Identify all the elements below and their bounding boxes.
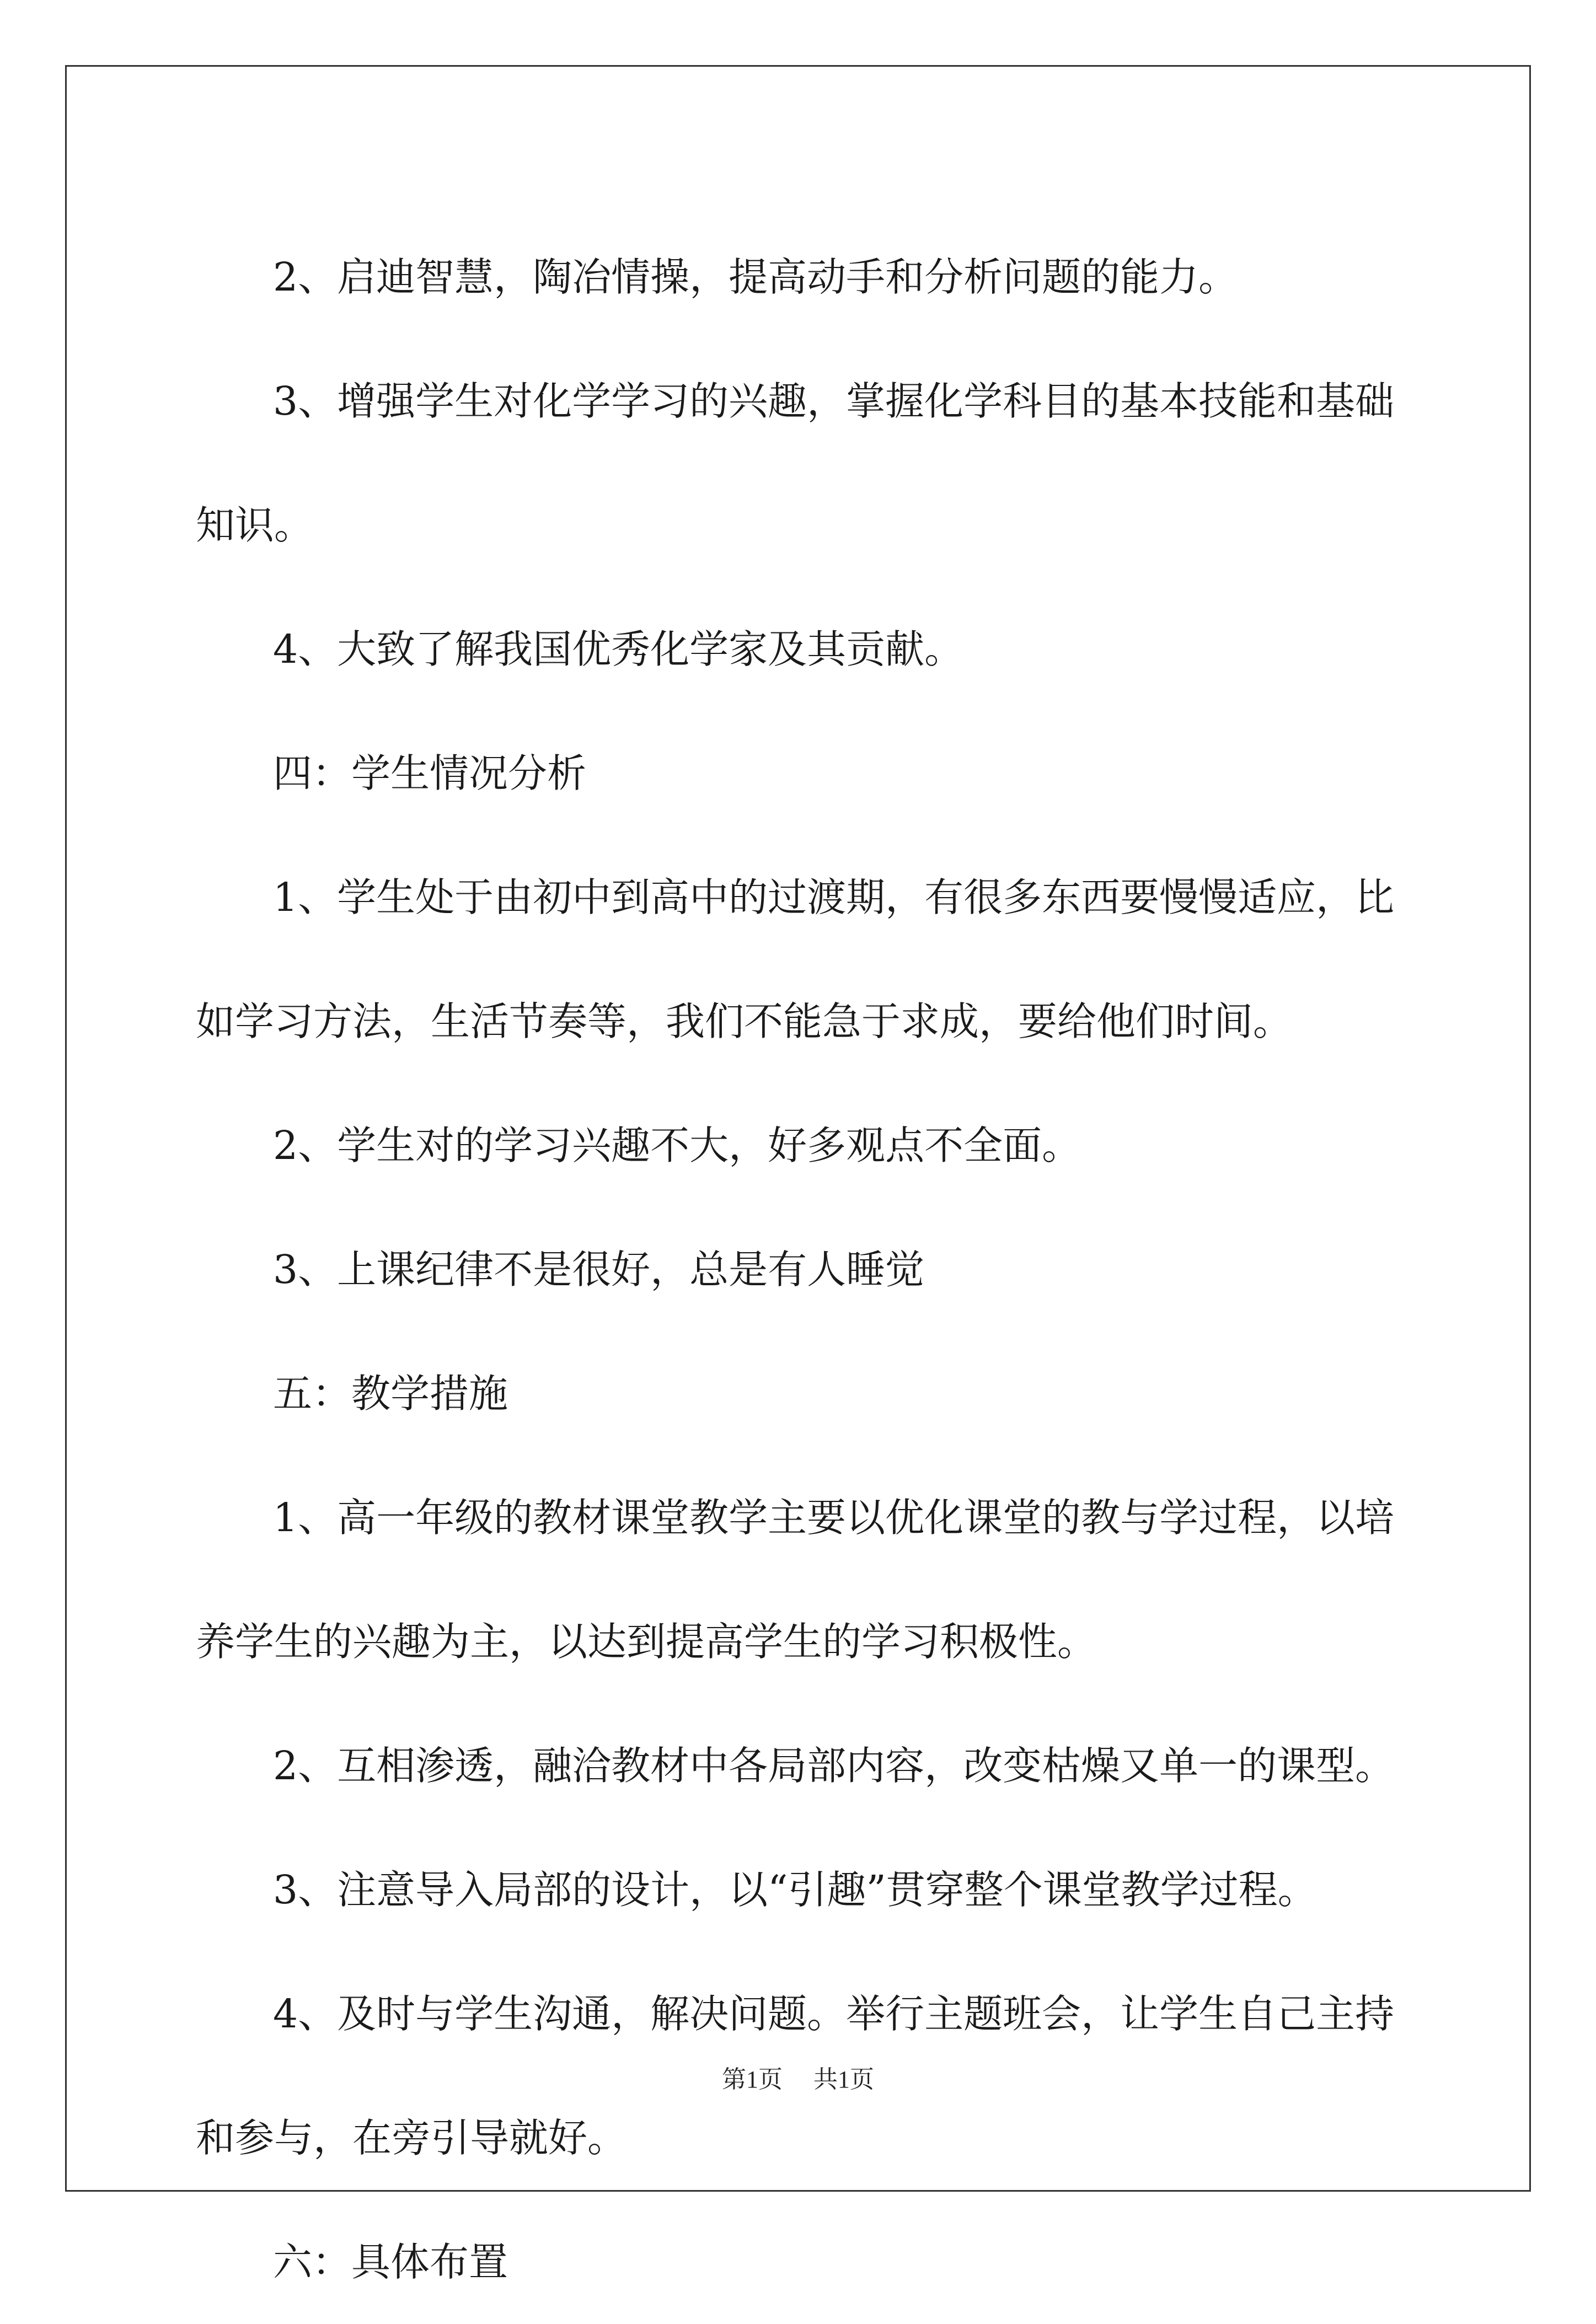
- paragraph: 如学习方法，生活节奏等，我们不能急于求成，要给他们时间。: [196, 999, 1293, 1044]
- paragraph: 知识。: [196, 502, 314, 548]
- paragraph: 养学生的兴趣为主，以达到提高学生的学习积极性。: [196, 1619, 1097, 1665]
- document-body: [196, 215, 1409, 2324]
- page-total: 共1页: [813, 2066, 874, 2093]
- section-heading: 四：学生情况分析: [273, 750, 587, 796]
- paragraph: 2、学生对的学习兴趣不大，好多观点不全面。: [273, 1123, 1081, 1168]
- paragraph: 3、增强学生对化学学习的兴趣，掌握化学科目的基本技能和基础: [273, 378, 1395, 424]
- paragraph: 1、高一年级的教材课堂教学主要以优化课堂的教与学过程，以培: [273, 1495, 1395, 1541]
- paragraph: 4、及时与学生沟通，解决问题。举行主题班会，让学生自己主持: [273, 1991, 1395, 2037]
- paragraph: 1、学生处于由初中到高中的过渡期，有很多东西要慢慢适应，比: [273, 874, 1395, 920]
- paragraph: 和参与，在旁引导就好。: [196, 2115, 627, 2161]
- page-number: 第1页: [722, 2066, 783, 2093]
- paragraph: 3、注意导入局部的设计，以“引趣”贯穿整个课堂教学过程。: [273, 1867, 1317, 1913]
- paragraph: 2、启迪智慧，陶冶情操，提高动手和分析问题的能力。: [273, 254, 1238, 300]
- paragraph: 3、上课纪律不是很好，总是有人睡觉: [273, 1247, 925, 1292]
- page-footer: [0, 2059, 1596, 2095]
- paragraph: 2、互相渗透，融洽教材中各局部内容，改变枯燥又单一的课型。: [273, 1743, 1395, 1789]
- paragraph: 4、大致了解我国优秀化学家及其贡献。: [273, 626, 964, 672]
- section-heading: 五：教学措施: [273, 1371, 508, 1416]
- section-heading: 六：具体布置: [273, 2239, 508, 2285]
